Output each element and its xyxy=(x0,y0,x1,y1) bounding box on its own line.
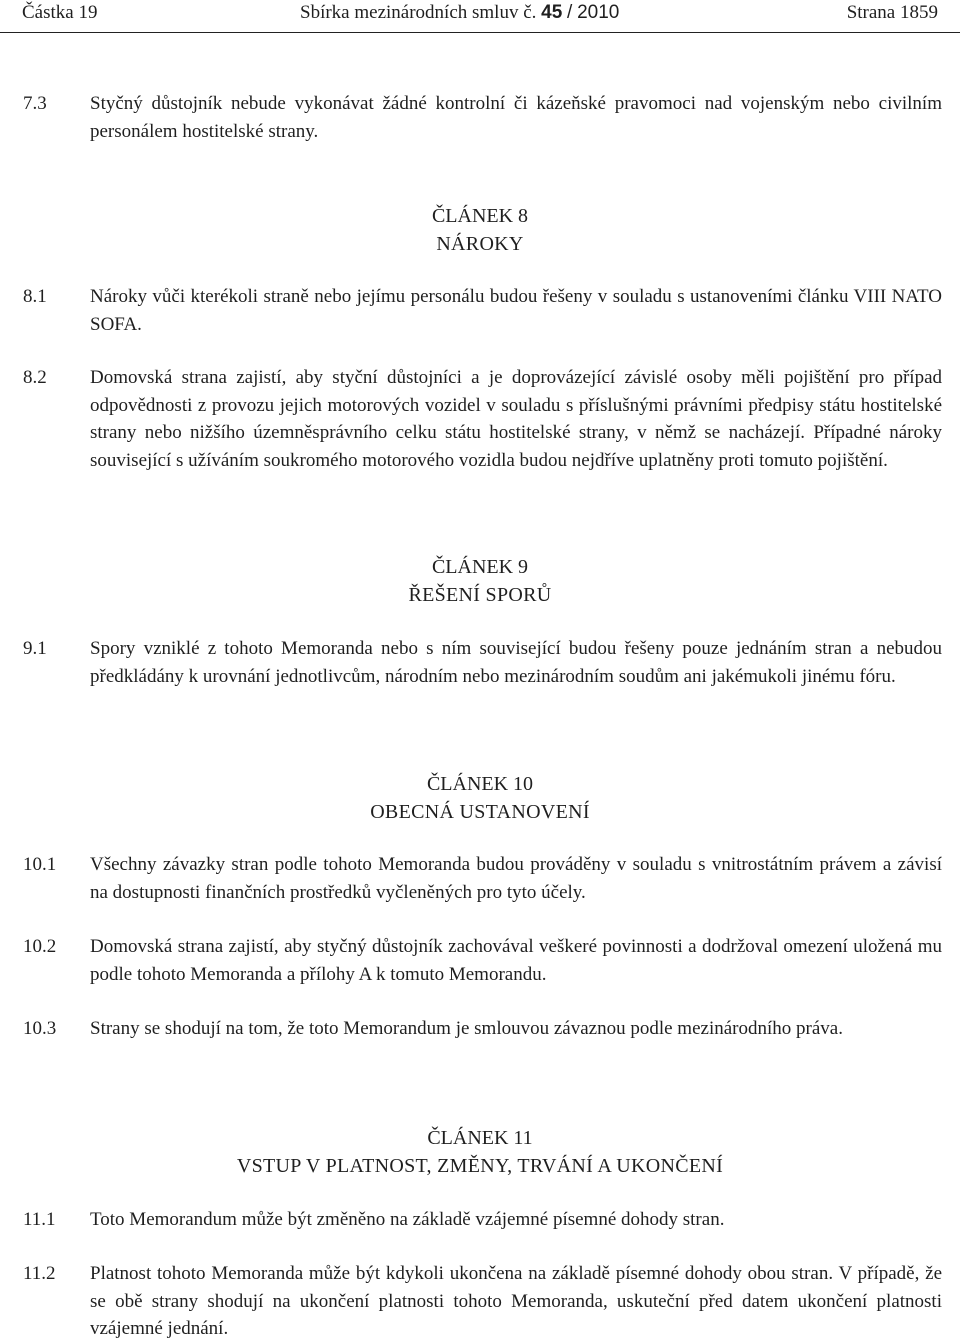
paragraph-text: Spory vzniklé z tohoto Memoranda nebo s ním související budou řešeny pouze jednáním stran a nebudou předkládány k urovnání jednotlivcům, národním nebo mezinárodním soudům ani jakémukoli jinému fóru. xyxy=(90,638,942,687)
article-subtitle: OBECNÁ USTANOVENÍ xyxy=(370,801,590,823)
paragraph-text: Domovská strana zajistí, aby styčný důstojník zachovával veškeré povinnosti a dodržoval omezení uložená mu podle tohoto Memoranda a přílohy A k tomuto Memorandu. xyxy=(90,936,942,985)
paragraph-number: 10.1 xyxy=(23,854,57,875)
paragraph-text: Domovská strana zajistí, aby styční důstojníci a je doprovázející závislé osoby měli pojištění pro případ odpovědnosti z provozu jejich motorových vozidel v souladu s příslušnými právními předpisy státu hostitelské strany nebo nižšího územněsprávního celku státu hostitelské strany, v němž se nacházejí. Případné nároky související s užíváním soukromého motorového vozidla budou nejdříve uplatněny proti tomuto pojištění. xyxy=(90,367,942,471)
paragraph-number: 8.2 xyxy=(23,367,47,388)
paragraph-text: Styčný důstojník nebude vykonávat žádné kontrolní či kázeňské pravomoci nad vojenským nebo civilním personálem hostitelské strany. xyxy=(90,93,942,142)
article-title: ČLÁNEK 10 xyxy=(426,773,534,795)
paragraph-text: Nároky vůči kterékoli straně nebo jejímu personálu budou řešeny v souladu s ustanoveními článku VIII NATO SOFA. xyxy=(90,286,942,335)
article-9-heading xyxy=(0,553,960,609)
paragraph-text: Platnost tohoto Memoranda může být kdykoli ukončena na základě písemné dohody obou stran. V případě, že se obě strany shodují na ukončení platnosti tohoto Memoranda, uskuteční před datem ukončení platnosti vzájemné jednání. xyxy=(90,1263,942,1339)
paragraph-text: Strany se shodují na tom, že toto Memorandum je smlouvou závaznou podle mezinárodního práva. xyxy=(90,1018,843,1039)
article-11-heading xyxy=(0,1124,960,1180)
collection-name: Sbírka mezinárodních smluv č. xyxy=(300,2,537,23)
paragraph-number: 9.1 xyxy=(23,638,47,659)
article-title: ČLÁNEK 8 xyxy=(431,205,529,227)
collection-number: 45 xyxy=(541,2,563,23)
issue-number: Částka 19 xyxy=(22,2,98,23)
article-8-heading xyxy=(0,202,960,258)
paragraph-number: 11.2 xyxy=(23,1263,56,1284)
paragraph-number: 7.3 xyxy=(23,93,47,114)
page-number: Strana 1859 xyxy=(846,2,938,23)
paragraph-number: 11.1 xyxy=(23,1209,56,1230)
collection-separator: / xyxy=(567,2,573,23)
article-title: ČLÁNEK 11 xyxy=(427,1127,533,1149)
paragraph-number: 10.2 xyxy=(23,936,57,957)
paragraph-number: 8.1 xyxy=(23,286,47,307)
article-subtitle: VSTUP V PLATNOST, ZMĚNY, TRVÁNÍ A UKONČENÍ xyxy=(236,1155,724,1177)
page-header xyxy=(0,0,960,33)
article-subtitle: NÁROKY xyxy=(436,233,524,255)
paragraph-text: Toto Memorandum může být změněno na základě vzájemné písemné dohody stran. xyxy=(90,1209,725,1230)
article-title: ČLÁNEK 9 xyxy=(431,556,529,578)
collection-year: 2010 xyxy=(577,2,620,23)
collection-title xyxy=(300,2,619,24)
article-subtitle: ŘEŠENÍ SPORŮ xyxy=(408,584,552,606)
article-10-heading xyxy=(0,770,960,826)
paragraph-text: Všechny závazky stran podle tohoto Memoranda budou prováděny v souladu s vnitrostátním právem a závisí na dostupnosti finančních prostředků vyčleněných pro tyto účely. xyxy=(90,854,942,903)
paragraph-number: 10.3 xyxy=(23,1018,57,1039)
